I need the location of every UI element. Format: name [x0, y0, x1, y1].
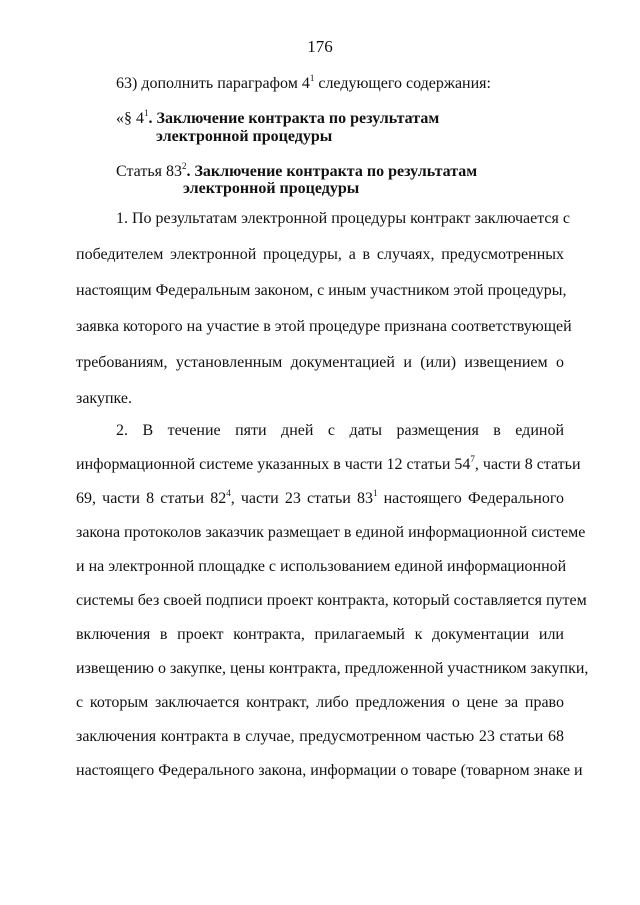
paragraph-line: включения в проект контракта, прилагаемый к документации или	[76, 626, 564, 643]
paragraph-line: закона протоколов заказчик размещает в единой информационной системе	[76, 524, 586, 541]
page-number: 176	[307, 37, 333, 56]
line-text: 69, части 8 статьи 82	[76, 490, 227, 507]
paragraph-line: извещению о закупке, цены контракта, предложенной участником закупки,	[76, 660, 589, 677]
paragraph-line: 1. По результатам электронной процедуры контракт заключается с	[116, 210, 570, 227]
amendment-text-end: следующего содержания:	[314, 75, 491, 92]
amendment-superscript: 1	[309, 72, 315, 83]
superscript: 4	[226, 487, 231, 498]
paragraph-line: заключения контракта в случае, предусмотренном частью 23 статьи 68	[76, 728, 564, 745]
amendment-text-start: 63) дополнить параграфом 4	[116, 75, 310, 92]
paragraph-line: заявка которого на участие в этой процедуре признана соответствующей	[76, 318, 572, 335]
paragraph-line: и на электронной площадке с использованием единой информационной	[76, 558, 567, 575]
amendment-instruction	[116, 72, 491, 93]
line-text: , части 23 статьи 83	[230, 490, 373, 507]
paragraph-line: с которым заключается контракт, либо предложения о цене за право	[76, 694, 564, 711]
section-heading	[116, 107, 440, 128]
paragraph-line	[76, 453, 581, 475]
article-heading	[116, 160, 478, 181]
article-title-line1: Заключение контракта по результатам	[190, 163, 478, 180]
superscript: 1	[372, 487, 378, 498]
paragraph-line: требованиям, установленным документацией и (или) извещением о	[76, 354, 564, 371]
section-title-line1: Заключение контракта по результатам	[152, 110, 440, 127]
section-dot: .	[148, 110, 153, 127]
article-superscript: 2	[181, 160, 187, 171]
section-superscript: 1	[144, 107, 149, 118]
line-text: , части 8 статьи	[474, 456, 581, 473]
paragraph-line: системы без своей подписи проект контракта, который составляется путем	[76, 592, 587, 609]
paragraph-line: настоящего Федерального закона, информации о товаре (товарном знаке и	[76, 762, 583, 779]
article-title-line2: электронной процедуры	[183, 180, 360, 197]
line-text: информационной системе указанных в части 12 статьи 54	[76, 456, 471, 473]
paragraph-line: настоящим Федеральным законом, с иным участником этой процедуры,	[76, 282, 567, 299]
article-dot: .	[186, 163, 191, 180]
line-text: настоящего Федерального	[377, 490, 564, 507]
section-number: «§ 4	[116, 110, 144, 127]
paragraph-line: 2. В течение пяти дней с даты размещения в единой	[116, 422, 564, 439]
paragraph-line: победителем электронной процедуры, а в случаях, предусмотренных	[76, 246, 564, 263]
paragraph-line: закупке.	[76, 390, 133, 407]
paragraph-line	[76, 489, 564, 509]
section-title-line2: электронной процедуры	[156, 128, 333, 145]
article-number: Статья 83	[116, 163, 182, 180]
superscript: 7	[470, 453, 475, 464]
